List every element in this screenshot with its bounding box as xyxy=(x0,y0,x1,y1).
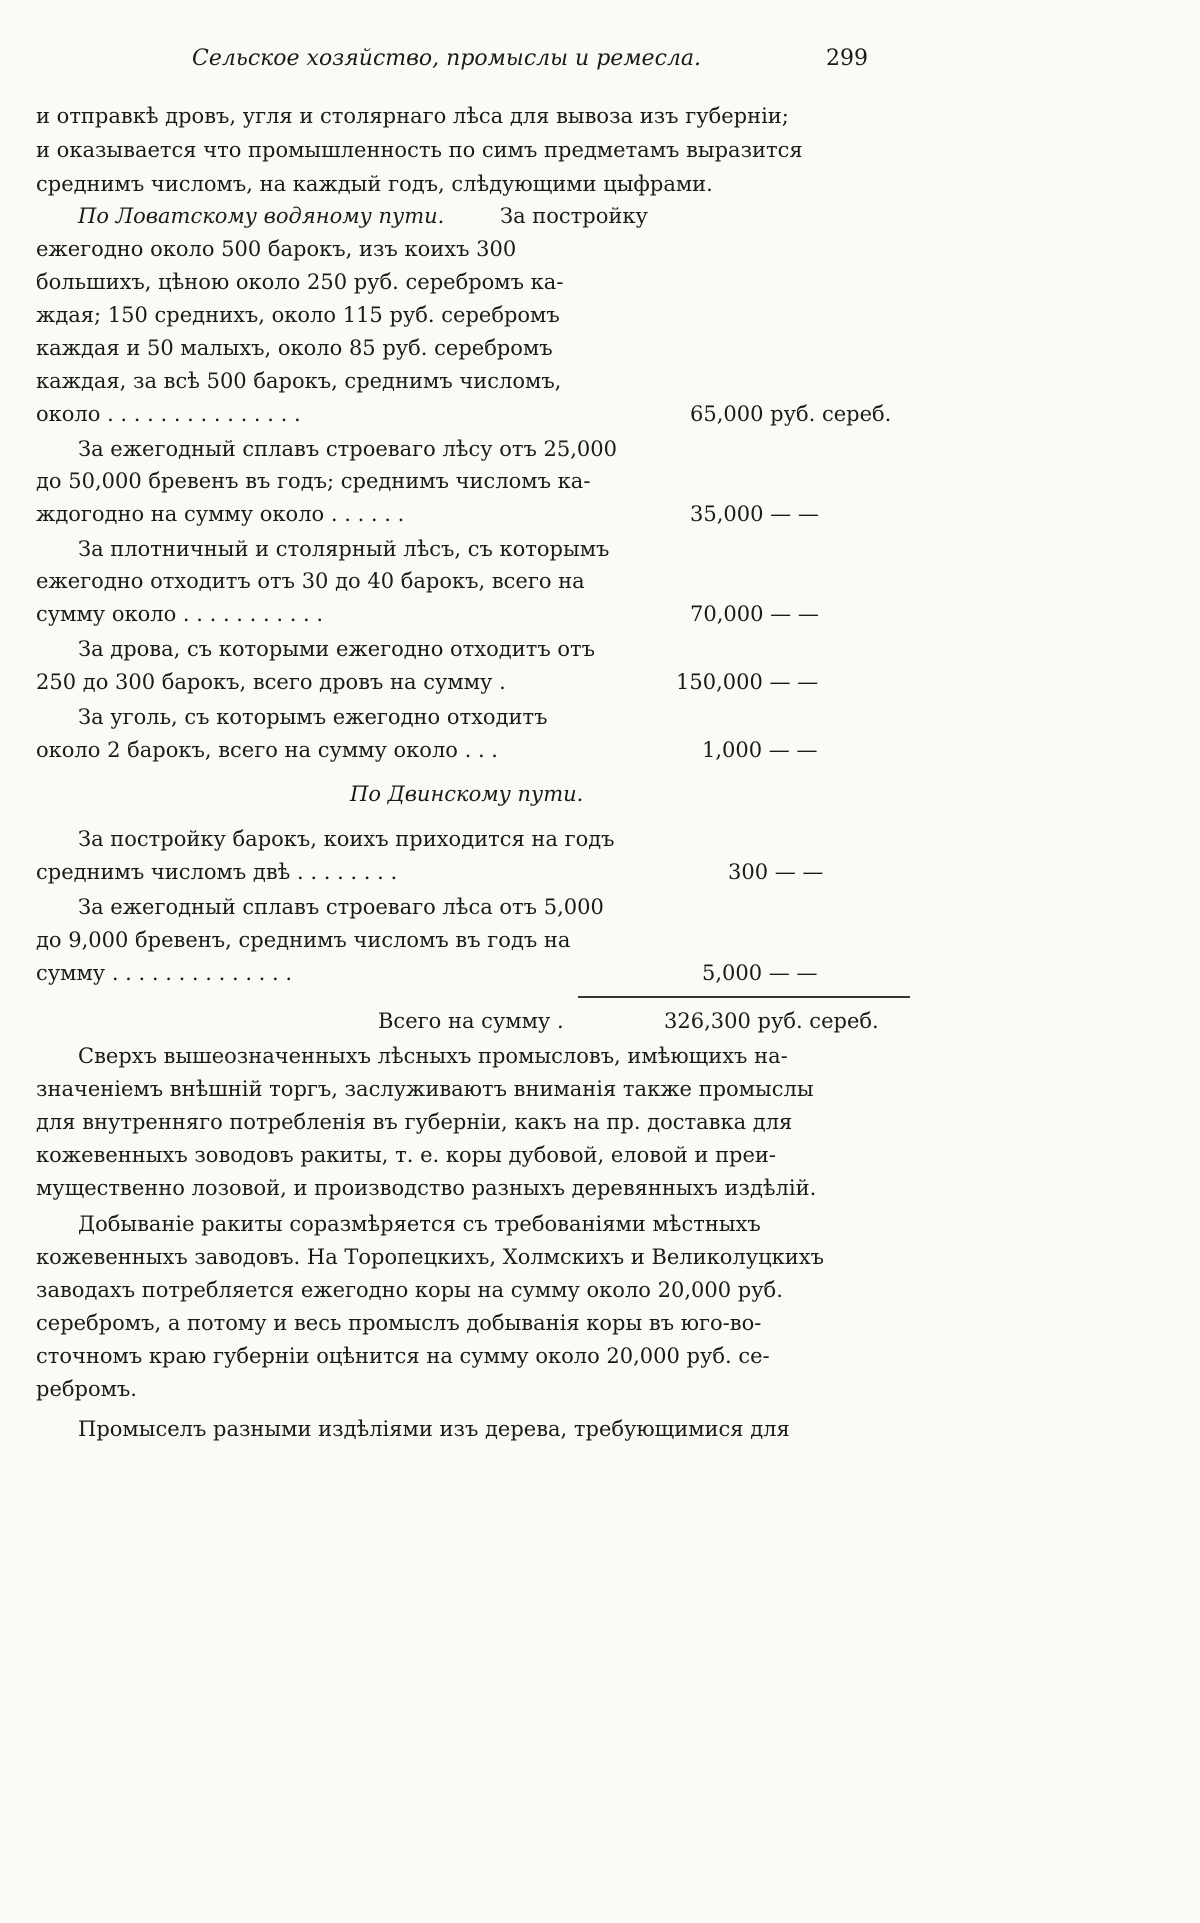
text-line: ребромъ. xyxy=(36,1377,137,1401)
text-line: ждогодно на сумму около . . . . . . xyxy=(36,502,405,526)
total-rule xyxy=(578,996,910,998)
text-line: За постройку барокъ, коихъ приходится на годъ xyxy=(78,827,615,851)
text-line: За постройку xyxy=(500,204,648,228)
text-line: мущественно лозовой, и производство разныхъ деревянныхъ издѣлій. xyxy=(36,1176,817,1200)
text-line: до 9,000 бревенъ, среднимъ числомъ въ годъ на xyxy=(36,928,571,952)
text-line: среднимъ числомъ, на каждый годъ, слѣдующими цыфрами. xyxy=(36,172,713,196)
text-line: 250 до 300 барокъ, всего дровъ на сумму . xyxy=(36,670,506,694)
text-line: сточномъ краю губерніи оцѣнится на сумму около 20,000 руб. се- xyxy=(36,1344,770,1368)
section-heading-lovat: По Ловатскому водяному пути. xyxy=(78,204,445,228)
amount-cell: 65,000 руб. сереб. xyxy=(690,402,892,426)
text-line: большихъ, цѣною около 250 руб. серебромъ ка- xyxy=(36,270,564,294)
text-line: около . . . . . . . . . . . . . . . xyxy=(36,402,301,426)
text-line: заводахъ потребляется ежегодно коры на сумму около 20,000 руб. xyxy=(36,1278,783,1302)
text-line: каждая и 50 малыхъ, около 85 руб. серебромъ xyxy=(36,336,553,360)
text-line: до 50,000 бревенъ въ годъ; среднимъ числомъ ка- xyxy=(36,469,591,493)
text-line: сумму около . . . . . . . . . . . xyxy=(36,602,324,626)
text-line: За дрова, съ которыми ежегодно отходитъ отъ xyxy=(78,637,595,661)
text-line: За плотничный и столярный лѣсъ, съ которымъ xyxy=(78,537,610,561)
text-line: ежегодно около 500 барокъ, изъ коихъ 300 xyxy=(36,237,517,261)
text-line: За уголь, съ которымъ ежегодно отходитъ xyxy=(78,705,548,729)
text-line: За ежегодный сплавъ строеваго лѣса отъ 5,000 xyxy=(78,895,604,919)
page-number: 299 xyxy=(826,46,868,71)
text-line: За ежегодный сплавъ строеваго лѣсу отъ 25,000 xyxy=(78,437,618,461)
amount-cell: 300 — — xyxy=(728,860,824,884)
text-line: и отправкѣ дровъ, угля и столярнаго лѣса для вывоза изъ губерніи; xyxy=(36,104,789,128)
text-line: Добываніе ракиты соразмѣряется съ требованіями мѣстныхъ xyxy=(78,1212,761,1236)
text-line: среднимъ числомъ двѣ . . . . . . . . xyxy=(36,860,398,884)
total-amount: 326,300 руб. сереб. xyxy=(664,1009,879,1033)
text-line: ежегодно отходитъ отъ 30 до 40 барокъ, всего на xyxy=(36,569,585,593)
running-title: Сельское хозяйство, промыслы и ремесла. xyxy=(192,46,702,71)
text-line: серебромъ, а потому и весь промыслъ добыванія коры въ юго-во- xyxy=(36,1311,762,1335)
section-heading-dvina: По Двинскому пути. xyxy=(350,782,584,806)
text-line: сумму . . . . . . . . . . . . . . xyxy=(36,961,293,985)
amount-cell: 70,000 — — xyxy=(690,602,819,626)
total-label: Всего на сумму . xyxy=(378,1009,564,1033)
text-line: Промыселъ разными издѣліями изъ дерева, требующимися для xyxy=(78,1417,790,1441)
amount-cell: 1,000 — — xyxy=(702,738,818,762)
text-line: для внутренняго потребленія въ губерніи, какъ на пр. доставка для xyxy=(36,1110,793,1134)
text-line: Сверхъ вышеозначенныхъ лѣсныхъ промысловъ, имѣющихъ на- xyxy=(78,1044,788,1068)
text-line: значеніемъ внѣшній торгъ, заслуживаютъ вниманія также промыслы xyxy=(36,1077,814,1101)
amount-cell: 5,000 — — xyxy=(702,961,818,985)
text-line: каждая, за всѣ 500 барокъ, среднимъ числомъ, xyxy=(36,369,562,393)
amount-cell: 35,000 — — xyxy=(690,502,819,526)
text-line: около 2 барокъ, всего на сумму около . . . xyxy=(36,738,498,762)
text-line: кожевенныхъ зоводовъ ракиты, т. е. коры дубовой, еловой и преи- xyxy=(36,1143,777,1167)
text-line: кожевенныхъ заводовъ. На Торопецкихъ, Холмскихъ и Великолуцкихъ xyxy=(36,1245,824,1269)
amount-cell: 150,000 — — xyxy=(676,670,819,694)
text-line: ждая; 150 среднихъ, около 115 руб. серебромъ xyxy=(36,303,560,327)
text-line: и оказывается что промышленность по симъ предметамъ выразится xyxy=(36,138,803,162)
